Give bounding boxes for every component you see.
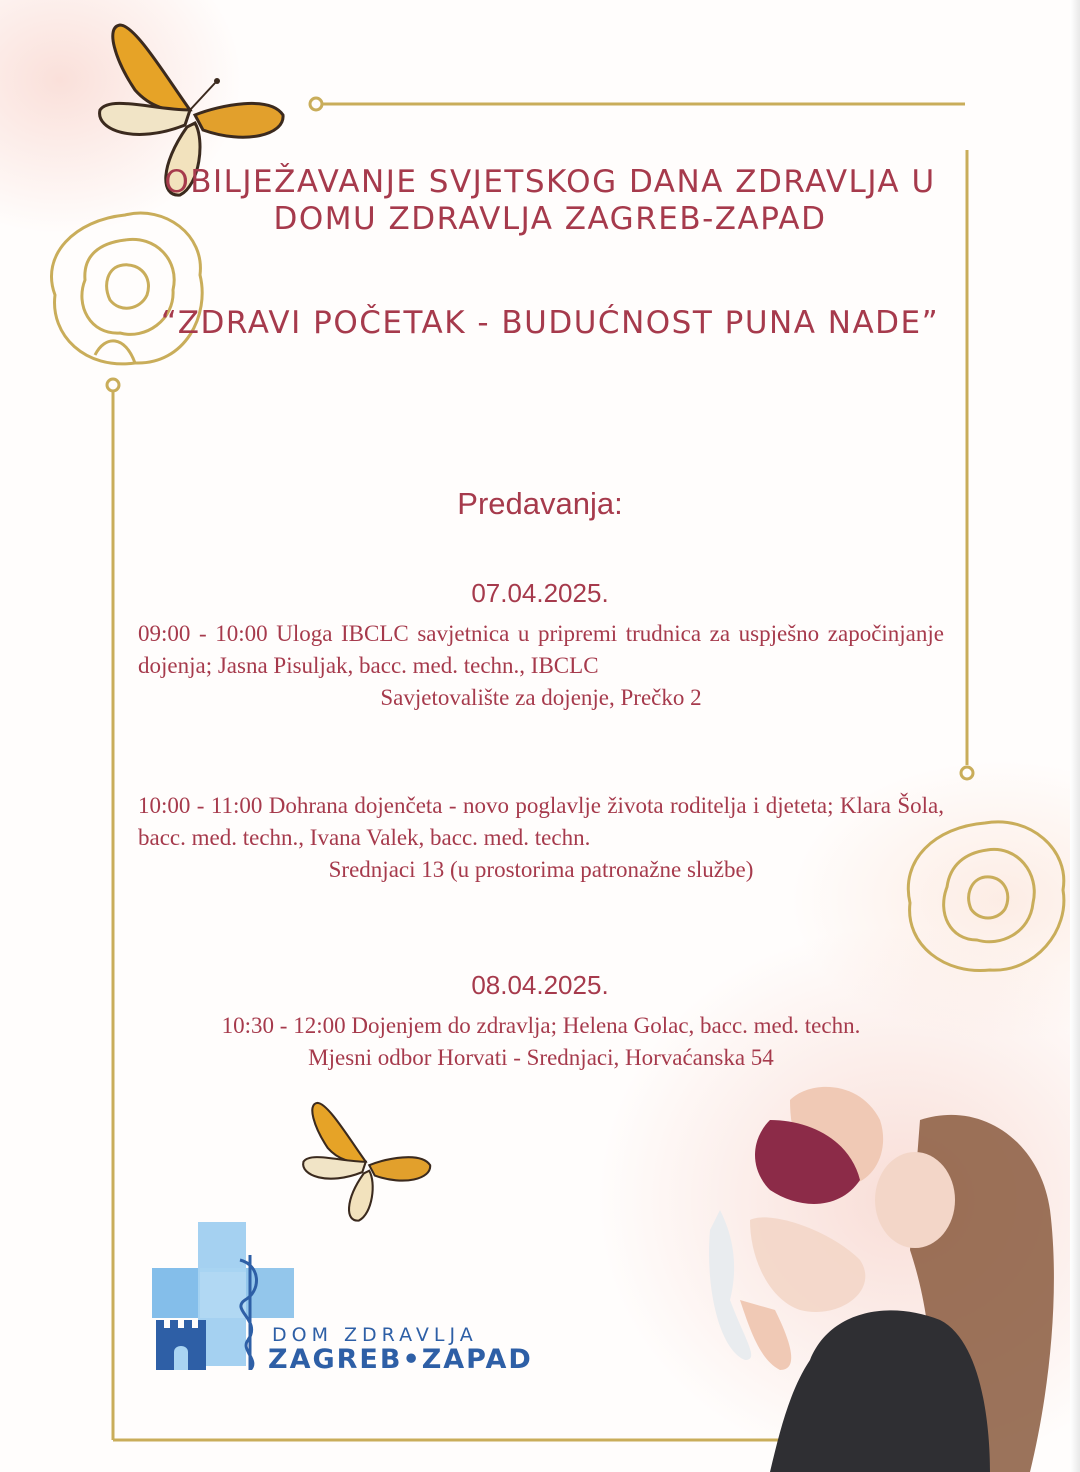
butterfly-icon [300, 1095, 435, 1225]
lecture-item [138, 790, 944, 886]
event-date: 07.04.2025. [471, 578, 609, 608]
lecture-description: 09:00 - 10:00 Uloga IBCLC savjetnica u pripremi trudnica za uspješno započinjanje dojenja; Jasna Pisuljak, bacc. med. techn., IBCLC [138, 621, 944, 678]
lecture-location: Savjetovalište za dojenje, Prečko 2 [380, 685, 702, 710]
poster-motto: “ZDRAVI POČETAK - BUDUĆNOST PUNA NADE” [160, 305, 940, 341]
lecture-location: Srednjaci 13 (u prostorima patronažne službe) [328, 857, 754, 882]
lecture-item [138, 1010, 944, 1074]
page-edge [1070, 0, 1080, 1472]
mother-baby-illustration [690, 1060, 1070, 1472]
lecture-description: 10:30 - 12:00 Dojenjem do zdravlja; Helena Golac, bacc. med. techn. [221, 1013, 861, 1038]
lecture-location: Mjesni odbor Horvati - Srednjaci, Horvaćanska 54 [308, 1045, 774, 1070]
lecture-item [138, 618, 944, 714]
section-heading: Predavanja: [457, 486, 623, 521]
event-date: 08.04.2025. [471, 970, 609, 1000]
poster-title: OBILJEŽAVANJE SVJETSKOG DANA ZDRAVLJA U DOMU ZDRAVLJA ZAGREB-ZAPAD [164, 164, 936, 237]
logo-line-2: ZAGREB•ZAPAD [268, 1344, 533, 1375]
lecture-description: 10:00 - 11:00 Dohrana dojenčeta - novo poglavlje života roditelja i djeteta; Klara Šola, bacc. med. techn., Ivana Valek, bacc. med. techn. [138, 793, 944, 850]
logo-line-1: DOM ZDRAVLJA [272, 1324, 478, 1346]
